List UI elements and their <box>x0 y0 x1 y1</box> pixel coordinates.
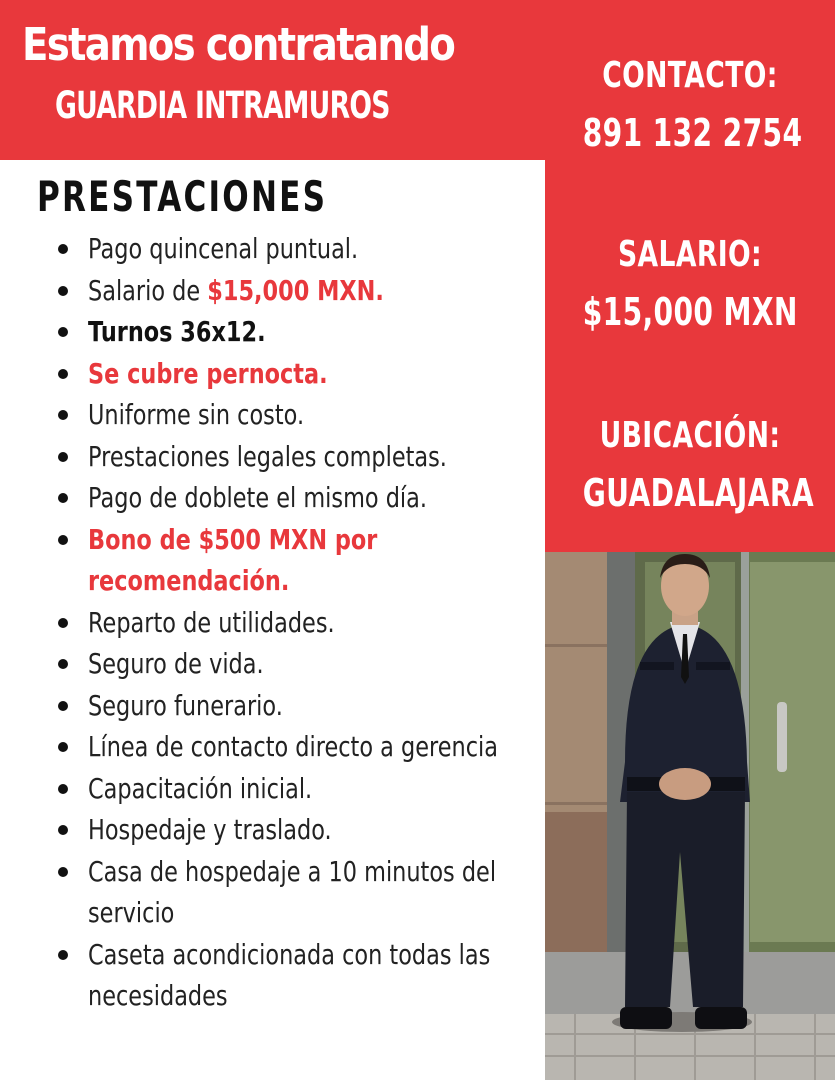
benefit-highlight: Bono de $500 MXN por recomendación. <box>88 522 378 597</box>
benefit-item <box>58 726 538 768</box>
benefit-label: Uniforme sin costo. <box>88 398 305 431</box>
benefit-text <box>88 477 536 519</box>
benefit-label: Prestaciones legales completas. <box>88 439 447 473</box>
headline: Estamos contratando <box>22 18 455 71</box>
benefit-item <box>58 685 538 727</box>
benefit-label: Casa de hospedaje a 10 minutos del servicio <box>88 854 497 929</box>
benefit-label: Seguro de vida. <box>88 647 264 680</box>
location-label: UBICACIÓN: <box>599 415 781 456</box>
benefit-item <box>58 768 538 810</box>
benefit-text <box>88 394 536 436</box>
benefit-bold: Turnos 36x12. <box>88 315 266 348</box>
benefit-item <box>58 394 538 436</box>
benefit-label: Salario de <box>88 273 208 307</box>
benefit-text <box>88 726 536 768</box>
benefit-label: Pago quincenal puntual. <box>88 232 359 265</box>
benefit-text <box>88 519 536 602</box>
security-guard-illustration <box>545 552 835 1080</box>
benefit-text <box>88 685 536 727</box>
benefit-text <box>88 270 536 312</box>
location-value: GUADALAJARA <box>582 471 815 515</box>
benefit-item <box>58 228 538 270</box>
security-guard-photo <box>545 552 835 1080</box>
benefit-item <box>58 643 538 685</box>
benefit-item <box>58 477 538 519</box>
benefits-title: PRESTACIONES <box>37 172 328 221</box>
benefit-text <box>88 934 536 1017</box>
benefit-item <box>58 519 538 602</box>
benefit-item <box>58 602 538 644</box>
contact-block <box>545 48 835 162</box>
benefit-text <box>88 311 536 353</box>
benefit-label: Capacitación inicial. <box>88 771 313 805</box>
benefit-item <box>58 934 538 1017</box>
benefit-label: Pago de doblete el mismo día. <box>88 481 427 514</box>
header-banner <box>0 0 545 160</box>
benefit-label: Seguro funerario. <box>88 688 283 722</box>
benefit-text <box>88 851 536 934</box>
benefit-text <box>88 643 536 685</box>
benefit-item <box>58 851 538 934</box>
benefit-item <box>58 436 538 478</box>
job-title: GUARDIA INTRAMUROS <box>55 84 390 127</box>
benefit-highlight: $15,000 MXN. <box>207 273 384 307</box>
benefit-item <box>58 809 538 851</box>
location-block <box>545 408 835 522</box>
benefit-label: Línea de contacto directo a gerencia <box>88 730 498 763</box>
benefit-item <box>58 270 538 312</box>
info-sidebar <box>545 0 835 552</box>
benefit-label: Hospedaje y traslado. <box>88 813 332 846</box>
benefits-list <box>58 228 538 1017</box>
benefit-text <box>88 768 536 810</box>
salary-value: $15,000 MXN <box>582 290 798 334</box>
benefit-item <box>58 311 538 353</box>
benefit-text <box>88 353 536 395</box>
contact-phone: 891 132 2754 <box>582 111 803 155</box>
benefit-text <box>88 602 536 644</box>
benefit-item <box>58 353 538 395</box>
benefit-label: Reparto de utilidades. <box>88 605 335 639</box>
benefit-text <box>88 228 536 270</box>
contact-label: CONTACTO: <box>602 55 778 96</box>
benefit-text <box>88 809 536 851</box>
salary-label: SALARIO: <box>617 234 763 275</box>
salary-block <box>545 227 835 341</box>
benefit-highlight: Se cubre pernocta. <box>88 356 328 390</box>
benefit-text <box>88 436 536 478</box>
benefit-label: Caseta acondicionada con todas las necesidades <box>88 937 491 1012</box>
